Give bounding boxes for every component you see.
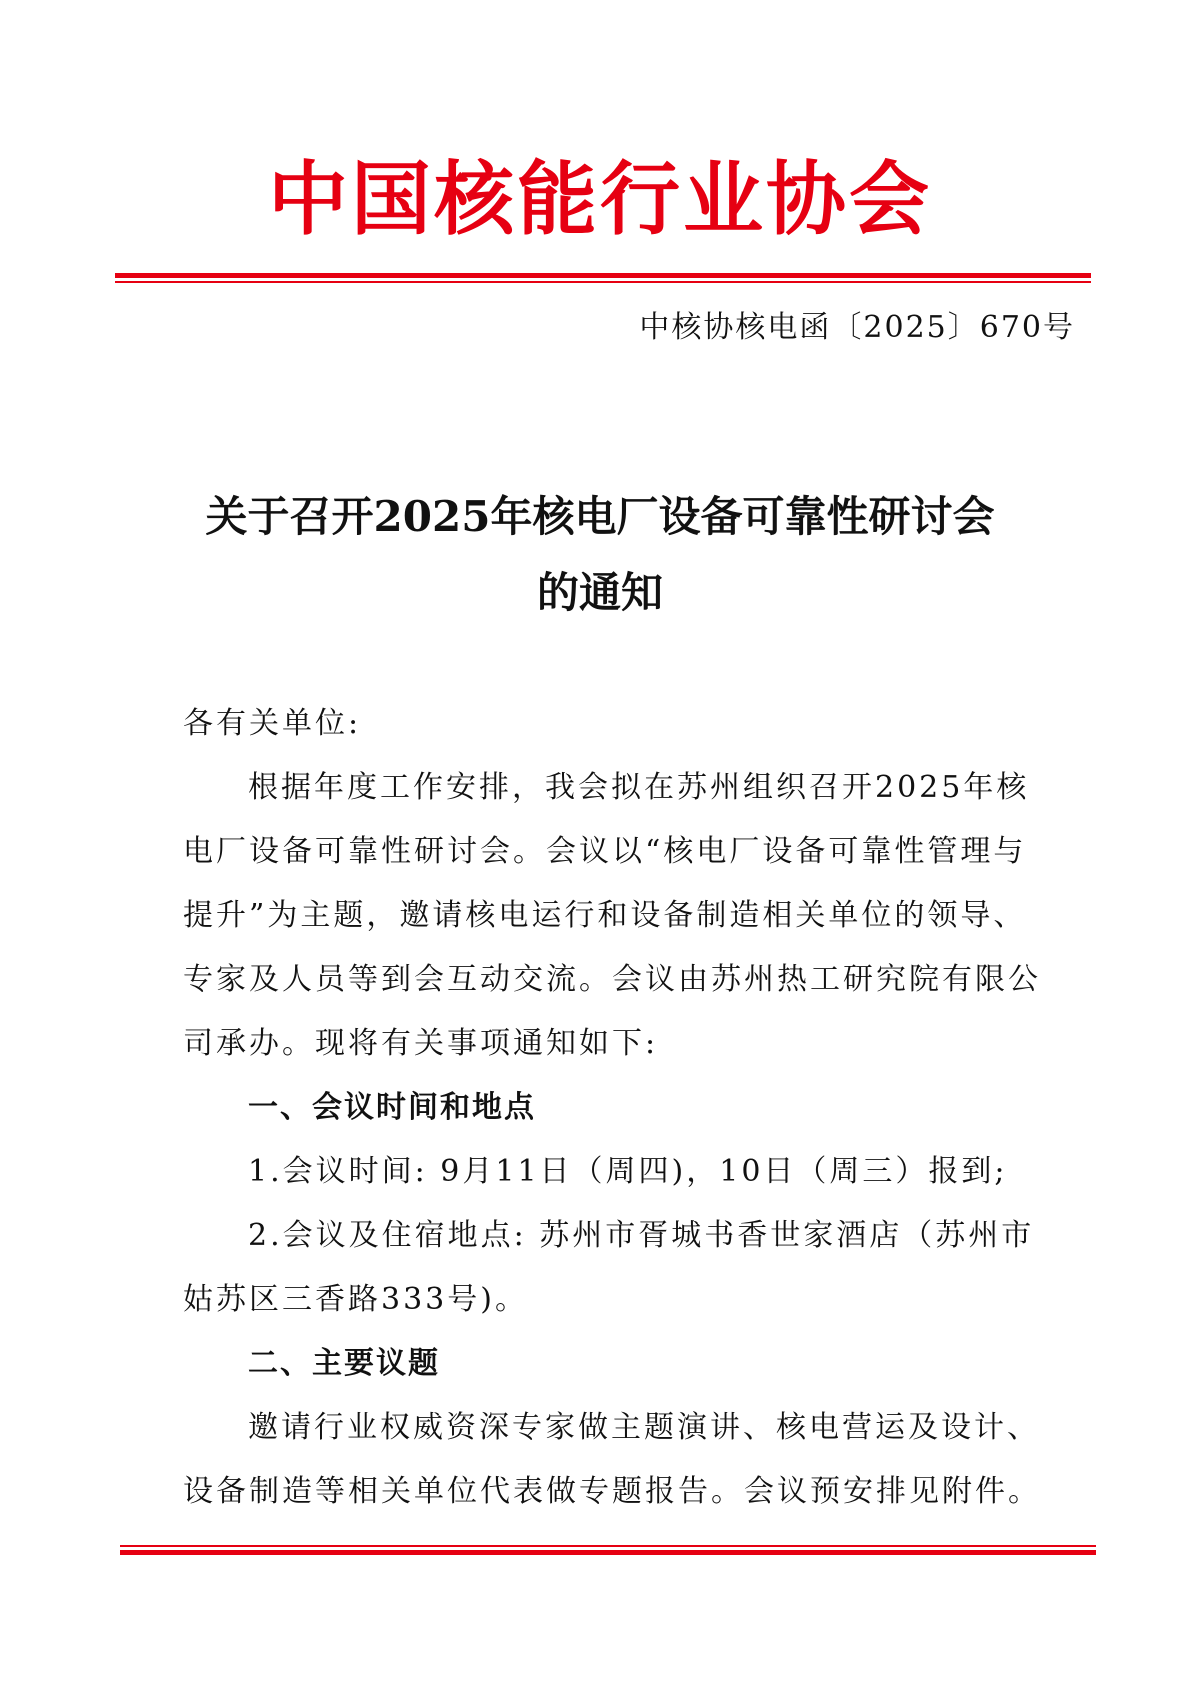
intro-line: 专家及人员等到会互动交流。会议由苏州热工研究院有限公 xyxy=(183,962,1041,997)
intro-line: 根据年度工作安排，我会拟在苏州组织召开2025年核 xyxy=(248,770,1030,805)
letterhead-rule-thin xyxy=(115,281,1091,283)
intro-line: 司承办。现将有关事项通知如下: xyxy=(183,1026,659,1061)
document-title-line-2: 的通知 xyxy=(536,568,663,617)
section-paragraph-line: 邀请行业权威资深专家做主题演讲、核电营运及设计、 xyxy=(248,1410,1040,1445)
intro-line: 提升”为主题，邀请核电运行和设备制造相关单位的领导、 xyxy=(183,898,1027,933)
letterhead-rule-thick xyxy=(115,273,1091,278)
intro-line: 电厂设备可靠性研讨会。会议以“核电厂设备可靠性管理与 xyxy=(183,834,1027,869)
section-item: 1.会议时间: 9月11日（周四)，10日（周三）报到; xyxy=(248,1154,1008,1189)
section-heading: 一、会议时间和地点 xyxy=(248,1090,536,1125)
document-number: 中核协核电函〔2025〕670号 xyxy=(639,310,1075,345)
document-title-line-1: 关于召开2025年核电厂设备可靠性研讨会 xyxy=(205,492,995,541)
section-item-continuation: 姑苏区三香路333号)。 xyxy=(183,1282,528,1317)
footer-rule-thick xyxy=(120,1550,1096,1555)
section-heading: 二、主要议题 xyxy=(248,1346,440,1381)
letterhead-org-name: 中国核能行业协会 xyxy=(268,153,932,246)
footer-rule-thin xyxy=(120,1545,1096,1547)
section-item: 2.会议及住宿地点: 苏州市胥城书香世家酒店（苏州市 xyxy=(248,1218,1035,1253)
salutation: 各有关单位: xyxy=(183,706,362,741)
section-paragraph-line: 设备制造等相关单位代表做专题报告。会议预安排见附件。 xyxy=(183,1474,1041,1509)
